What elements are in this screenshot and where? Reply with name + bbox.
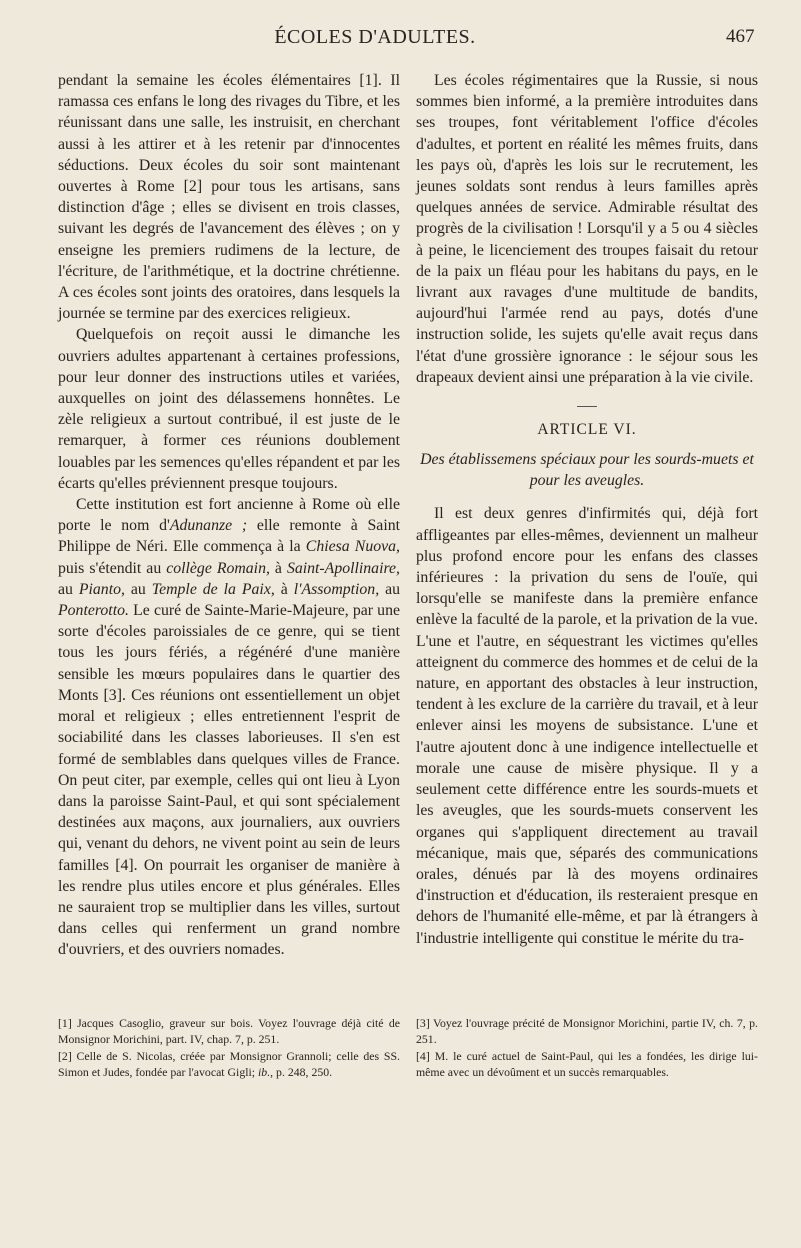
paragraph: pendant la semaine les écoles élémentaires [1]. Il ramassa ces enfans le long des rivages du Tibre, et les réunissant dans une salle, les instruisit, en cherchant aussi à les attirer et à les retenir par d'innocentes séductions. Deux écoles du soir sont maintenant ouvertes à Rome [2] pour tous les artisans, sans distinction d'âge ; elles se divisent en trois classes, suivant les degrés de l'avancement des élèves ; on y enseigne les premiers rudimens de la lecture, de l'écriture, de l'arithmétique, et la doctrine chrétienne. A ces écoles sont joints des oratoires, dans lesquels la journée se termine par des exercices religieux. bbox=[58, 72, 400, 323]
article-label: ARTICLE VI. bbox=[537, 421, 637, 439]
footnote: [4] M. le curé actuel de Saint-Paul, qui les a fondées, les dirige lui-même avec un dévoûment et un succès remarquables. bbox=[416, 1048, 758, 1080]
left-column bbox=[58, 70, 400, 961]
right-column bbox=[416, 70, 758, 949]
divider bbox=[577, 406, 597, 407]
paragraph: Il est deux genres d'infirmités qui, déjà fort affligeantes par elles-mêmes, deviennent un malheur plus profond encore pour les enfans des classes inférieures : la privation du sens de l'ouïe, qui lorsqu'elle se manifeste dans la première enfance enlève la faculté de la parole, et la privation de la vue. L'une et l'autre, en séquestrant les victimes qu'elles atteignent du commerce des hommes et de celui de la nature, en apportant des obstacles à leur instruction, tendent à les exclure de la carrière du travail, et à leur enlever ainsi les moyens de subsistance. L'une et l'autre ajoutent donc à une indigence intellectuelle et morale une cause de misère physique. Il y a seulement cette différence entre les sourds-muets et les aveugles, que les sourds-muets conservent les organes qui s'appliquent directement au travail mécanique, mais que, séparés des communications orales, dénués par là des moyens ordinaires d'instruction et d'éducation, ils resteraient presque en dehors de l'humanité elle-même, et par là étrangers à l'industrie intelligente qui constitue le mérite du tra- bbox=[416, 505, 758, 947]
paragraph: Quelquefois on reçoit aussi le dimanche les ouvriers adultes appartenant à certaines professions, pour leur donner des instructions utiles et variées, auxquelles on joint des délassemens honnêtes. Le zèle religieux a surtout contribué, il est juste de le remarquer, à former ces réunions doublement louables par les semences qu'elles répandent et par les écarts qu'elles préviennent presque toujours. bbox=[58, 326, 400, 492]
page-number: 467 bbox=[726, 26, 755, 47]
article-subtitle: Des établissemens spéciaux pour les sourds-muets et pour les aveugles. bbox=[420, 451, 754, 490]
footnotes-left bbox=[58, 1015, 400, 1081]
footnotes-right bbox=[416, 1015, 758, 1081]
footnote: [3] Voyez l'ouvrage précité de Monsignor Morichini, partie IV, ch. 7, p. 251. bbox=[416, 1016, 758, 1047]
footnote: [1] Jacques Casoglio, graveur sur bois. Voyez l'ouvrage déjà cité de Monsignor Morichini, part. IV, chap. 7, p. 251. bbox=[58, 1016, 400, 1047]
paragraph: Les écoles régimentaires que la Russie, si nous sommes bien informé, a la première introduites dans ses troupes, font véritablement l'office d'écoles d'adultes, et portent en réalité les mêmes fruits, dans les pays où, d'après les lois sur le recrutement, les jeunes soldats sont rendus à leurs familles après quelques années de service. Admirable résultat des progrès de la civilisation ! Lorsqu'il y a 5 ou 4 siècles à peine, le licenciement des troupes faisait du retour de la paix un fléau pour les habitans du pays, en le livrant aux ravages d'une multitude de bandits, aujourd'hui l'armée rend au pays, dotés d'une instruction solide, les sujets qu'elle avait reçus dans l'état d'une grossière ignorance : le séjour sous les drapeaux devient ainsi une préparation à la vie civile. bbox=[416, 72, 758, 386]
footnote: [2] Celle de S. Nicolas, créée par Monsignor Grannoli; celle des SS. Simon et Judes, fondée par l'avocat Gigli; ib., p. 248, 250. bbox=[58, 1048, 400, 1080]
article-heading bbox=[416, 406, 758, 491]
page-header bbox=[0, 26, 801, 66]
running-title: ÉCOLES D'ADULTES. bbox=[274, 26, 476, 48]
paragraph: Cette institution est fort ancienne à Rome où elle porte le nom d'Adunanze ; elle remonte à Saint Philippe de Néri. Elle commença à la Chiesa Nuova, puis s'étendit au collège Romain, à Saint-Apollinaire, au Pianto, au Temple de la Paix, à l'Assomption, au Ponterotto. Le curé de Sainte-Marie-Majeure, par une sorte d'écoles paroissiales de ce genre, qui se tient tous les jours fériés, a régénéré d'une manière sensible les mœurs populaires dans le quartier des Monts [3]. Ces réunions ont essentiellement un objet moral et religieux ; elles entretiennent l'esprit de sociabilité dans les classes laborieuses. Il s'en est formé de semblables dans quelques villes de France. On peut citer, par exemple, celles qui ont lieu à Lyon dans la paroisse Saint-Paul, et qui sont spécialement destinées aux maçons, aux journaliers, aux ouvriers qui, venant du dehors, ne vivent point au sein de leurs familles [4]. On pourrait les organiser de manière à les rendre plus utiles encore et plus générales. Elles ne sauraient trop se multiplier dans les villes, surtout dans celles qui renferment un grand nombre d'ouvriers, et des ouvriers nomades. bbox=[58, 496, 401, 959]
